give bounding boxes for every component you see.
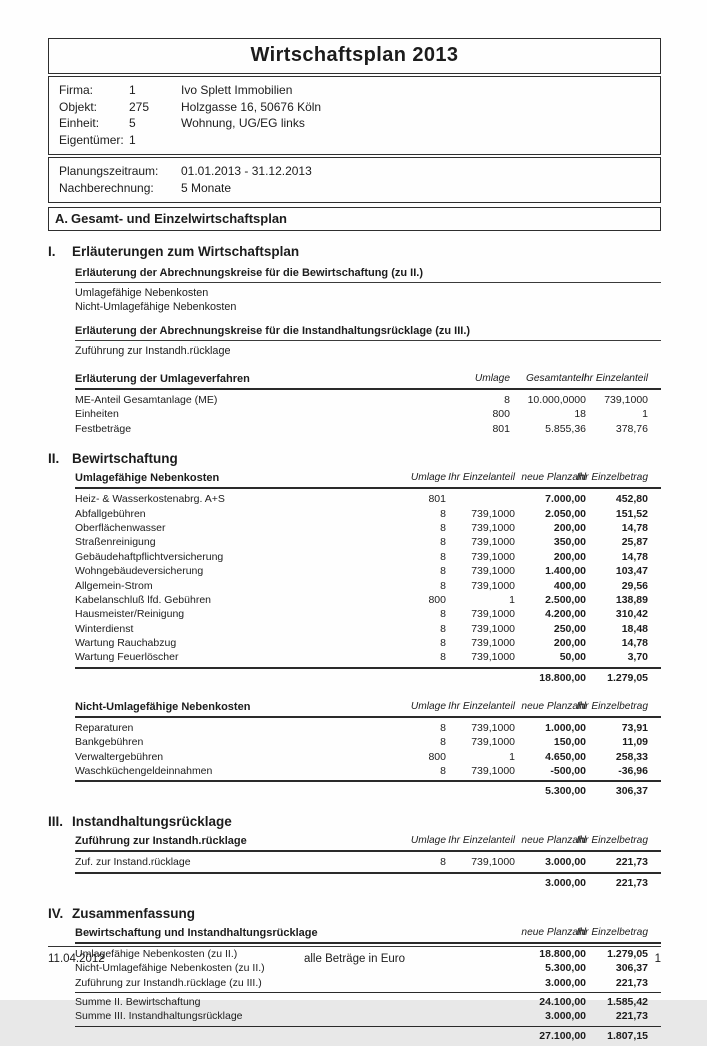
column-header-einzelanteil: Ihr Einzelanteil (448, 700, 515, 712)
table-heading: Bewirtschaftung und Instandhaltungsrücklage (75, 926, 318, 939)
umlage-cell: 801 (428, 493, 446, 506)
einzelanteil-cell: 739,1000 (471, 637, 515, 650)
total-einzelbetrag: 1.279,05 (607, 671, 648, 684)
title-box (48, 38, 661, 74)
column-header-gesamtanteil: Gesamtanteil (525, 373, 586, 384)
umlage-cell: 800 (492, 408, 510, 421)
umlage-cell: 8 (504, 394, 510, 406)
gesamtanteil-cell: 18 (574, 408, 586, 421)
row-label: Umlagefähige Nebenkosten (zu II.) (75, 947, 238, 960)
planzahl-cell: 400,00 (553, 579, 586, 592)
info-label: Firma: (59, 83, 93, 97)
umlageverfahren-table (75, 370, 661, 436)
row-label: Verwaltergebühren (75, 750, 164, 763)
column-header-einzelbetrag: Ihr Einzelbetrag (576, 926, 648, 938)
umlage-cell: 8 (440, 736, 446, 749)
footer-page-number: 1 (654, 953, 661, 965)
plan-value: 01.01.2013 - 31.12.2013 (181, 164, 312, 178)
row-label: Oberflächenwasser (75, 521, 166, 534)
table-row (75, 422, 661, 436)
planzahl-cell: 200,00 (553, 550, 586, 563)
einzelbetrag-cell: -36,96 (618, 765, 648, 778)
total-einzelbetrag: 221,73 (615, 876, 648, 889)
planzahl-cell: 24.100,00 (539, 995, 586, 1008)
table-row (75, 579, 661, 593)
einzelanteil-cell: 1 (509, 593, 515, 606)
umlage-cell: 8 (440, 507, 446, 520)
einzelbetrag-cell: 310,42 (615, 608, 648, 621)
table-row (75, 750, 661, 764)
einzelanteil-cell: 739,1000 (471, 736, 515, 749)
section-1-numeral: I. (48, 244, 56, 259)
gesamtanteil-cell: 10.000,0000 (527, 394, 586, 406)
umlagefaehige-nebenkosten-table (75, 469, 661, 688)
info-value: 1 (129, 132, 136, 147)
planzahl-cell: 350,00 (553, 536, 586, 549)
einzelbetrag-cell: 1.279,05 (607, 947, 648, 960)
table-heading: Erläuterung der Umlageverfahren (75, 373, 250, 385)
table-row (75, 393, 661, 407)
column-header-planzahl: neue Planzahl (521, 835, 586, 847)
planzahl-cell: 5.300,00 (545, 962, 586, 975)
info-row (59, 82, 650, 99)
section-4-title: Zusammenfassung (72, 905, 196, 921)
table-total-row (75, 667, 661, 688)
zusammenfassung-table (75, 924, 661, 1046)
umlage-cell: 8 (440, 550, 446, 563)
einzelbetrag-cell: 3,70 (627, 651, 648, 664)
einzelbetrag-cell: 221,73 (615, 1010, 648, 1023)
row-label: Gebäudehaftpflichtversicherung (75, 550, 224, 563)
umlage-cell: 8 (440, 565, 446, 578)
umlage-cell: 8 (440, 579, 446, 592)
umlage-cell: 8 (440, 856, 446, 869)
table-row (75, 855, 661, 869)
total-planzahl: 3.000,00 (545, 876, 586, 889)
row-label: Kabelanschluß lfd. Gebühren (75, 593, 212, 606)
row-label: Reparaturen (75, 721, 134, 734)
object-info-box (48, 76, 661, 155)
planzahl-cell: 250,00 (553, 622, 586, 635)
table-heading: Zuführung zur Instandh.rücklage (75, 835, 247, 848)
block-heading: Erläuterung der Abrechnungskreise für die Instandhaltungsrücklage (zu III.) (75, 325, 661, 341)
table-row (75, 622, 661, 636)
info-row (59, 115, 650, 132)
planzahl-cell: 2.500,00 (545, 593, 586, 606)
section-1-heading (48, 244, 661, 260)
total-einzelbetrag: 1.807,15 (607, 1029, 648, 1042)
einzelbetrag-cell: 258,33 (615, 750, 648, 763)
planzahl-cell: 4.200,00 (545, 608, 586, 621)
planzahl-cell: -500,00 (550, 765, 586, 778)
column-header-einzelanteil: Ihr Einzelanteil (448, 472, 515, 484)
table-row (75, 407, 661, 421)
row-label: Heiz- & Wasserkostenabrg. A+S (75, 493, 225, 506)
table-row (75, 507, 661, 521)
info-label: Objekt: (59, 99, 98, 114)
column-header-einzelbetrag: Ihr Einzelbetrag (576, 835, 648, 847)
einzelbetrag-cell: 221,73 (615, 976, 648, 989)
einzelanteil-cell: 739,1000 (471, 507, 515, 520)
table-row (75, 721, 661, 735)
abrechnungskreise-bewirtschaftung-block (75, 267, 661, 314)
row-label: Winterdienst (75, 622, 134, 635)
row-label: Summe III. Instandhaltungsrücklage (75, 1010, 243, 1023)
section-2-heading (48, 451, 661, 467)
info-label: Einheit: (59, 116, 100, 130)
column-header-umlage: Umlage (410, 835, 446, 847)
einzelbetrag-cell: 103,47 (615, 565, 648, 578)
plan-row (59, 163, 650, 180)
grand-total-row (75, 1026, 661, 1046)
row-label: ME-Anteil Gesamtanlage (ME) (75, 394, 218, 406)
planzahl-cell: 3.000,00 (545, 976, 586, 989)
umlage-cell: 801 (492, 422, 510, 435)
info-detail: Wohnung, UG/EG links (181, 116, 305, 130)
umlage-cell: 8 (440, 608, 446, 621)
info-row (59, 132, 650, 149)
info-value: 275 (129, 99, 150, 114)
row-label: Wartung Rauchabzug (75, 637, 177, 650)
umlage-cell: 8 (440, 536, 446, 549)
total-planzahl: 18.800,00 (539, 671, 586, 684)
total-einzelbetrag: 306,37 (615, 785, 648, 798)
planning-box (48, 157, 661, 203)
row-label: Summe II. Bewirtschaftung (75, 995, 201, 1008)
section-3 (48, 814, 661, 892)
section-3-numeral: III. (48, 814, 64, 830)
einzelanteil-cell: 739,1000 (471, 765, 515, 778)
list-item: Zuführung zur Instandh.rücklage (75, 345, 231, 357)
umlage-cell: 8 (440, 651, 446, 664)
einzelanteil-cell: 739,1000 (471, 521, 515, 534)
einzelanteil-cell: 739,1000 (471, 536, 515, 549)
einzelbetrag-cell: 151,52 (615, 507, 648, 520)
table-heading: Nicht-Umlagefähige Nebenkosten (75, 700, 251, 713)
section-2-title: Bewirtschaftung (72, 451, 178, 467)
row-label: Straßenreinigung (75, 536, 156, 549)
planzahl-cell: 2.050,00 (545, 507, 586, 520)
column-header-planzahl: neue Planzahl (521, 700, 586, 712)
row-label: Bankgebühren (75, 736, 144, 749)
table-header-row (75, 698, 661, 718)
section-4-numeral: IV. (48, 905, 64, 921)
footer-date: 11.04.2012 (48, 953, 105, 965)
row-label: Wartung Feuerlöscher (75, 651, 179, 664)
page-footer (48, 946, 661, 965)
section-2 (48, 451, 661, 801)
einzelbetrag-cell: 18,48 (621, 622, 648, 635)
row-label: Nicht-Umlagefähige Nebenkosten (zu II.) (75, 962, 265, 975)
info-value: 5 (129, 116, 136, 130)
row-label: Waschküchengeldeinnahmen (75, 765, 213, 778)
einzelanteil-cell: 739,1000 (604, 394, 648, 406)
table-header-row (75, 370, 661, 390)
plan-value: 5 Monate (181, 180, 232, 195)
table-heading: Umlagefähige Nebenkosten (75, 472, 220, 485)
table-row (75, 550, 661, 564)
section-2-numeral: II. (48, 451, 60, 467)
table-header-row (75, 924, 661, 944)
einzelanteil-cell: 739,1000 (471, 550, 515, 563)
gesamtanteil-cell: 5.855,36 (545, 422, 586, 435)
row-label: Einheiten (75, 408, 119, 421)
document-title: Wirtschaftsplan 2013 (250, 44, 459, 66)
planzahl-cell: 3.000,00 (545, 1010, 586, 1023)
row-label: Wohngebäudeversicherung (75, 565, 204, 578)
table-row (75, 636, 661, 650)
block-heading: Erläuterung der Abrechnungskreise für die Bewirtschaftung (zu II.) (75, 267, 661, 283)
einzelanteil-cell: 378,76 (615, 422, 648, 435)
umlage-cell: 8 (440, 721, 446, 734)
einzelanteil-cell: 739,1000 (471, 565, 515, 578)
row-label: Zuführung zur Instandh.rücklage (zu III.) (75, 976, 262, 989)
section-a-title: Gesamt- und Einzelwirtschaftsplan (71, 211, 287, 226)
umlage-cell: 8 (440, 765, 446, 778)
section-4 (48, 906, 661, 1046)
instandhaltungsruecklage-table (75, 832, 661, 892)
planzahl-cell: 200,00 (553, 637, 586, 650)
einzelbetrag-cell: 306,37 (615, 962, 648, 975)
table-row (75, 535, 661, 549)
info-detail: Holzgasse 16, 50676 Köln (181, 99, 322, 114)
row-label: Allgemein-Strom (75, 579, 153, 592)
column-header-planzahl: neue Planzahl (521, 926, 586, 938)
column-header-umlage: Umlage (410, 472, 446, 484)
column-header-umlage: Umlage (410, 700, 446, 712)
table-row (75, 492, 661, 506)
column-header-einzelbetrag: Ihr Einzelbetrag (576, 472, 648, 484)
planzahl-cell: 1.000,00 (545, 721, 586, 734)
total-planzahl: 27.100,00 (539, 1029, 586, 1042)
info-value: 1 (129, 83, 136, 97)
section-3-title: Instandhaltungsrücklage (72, 814, 232, 830)
einzelanteil-cell: 739,1000 (471, 651, 515, 664)
einzelbetrag-cell: 29,56 (621, 579, 648, 592)
einzelbetrag-cell: 73,91 (621, 721, 648, 734)
row-label: Hausmeister/Reinigung (75, 608, 185, 621)
section-a-heading (48, 207, 661, 231)
einzelanteil-cell: 739,1000 (471, 856, 515, 869)
planzahl-cell: 7.000,00 (545, 493, 586, 506)
einzelbetrag-cell: 11,09 (622, 736, 648, 749)
einzelbetrag-cell: 14,78 (621, 637, 648, 650)
table-row (75, 764, 661, 778)
nicht-umlagefaehige-nebenkosten-table (75, 698, 661, 802)
einzelanteil-cell: 739,1000 (471, 579, 515, 592)
row-label: Festbeträge (75, 422, 132, 435)
umlage-cell: 8 (440, 637, 446, 650)
einzelanteil-cell: 739,1000 (471, 721, 515, 734)
section-a-prefix: A. (55, 211, 68, 226)
column-header-umlage: Umlage (474, 373, 510, 384)
einzelbetrag-cell: 1.585,42 (607, 995, 648, 1008)
umlage-cell: 8 (440, 622, 446, 635)
einzelbetrag-cell: 14,78 (621, 521, 648, 534)
einzelbetrag-cell: 25,87 (621, 536, 648, 549)
planzahl-cell: 4.650,00 (545, 750, 586, 763)
row-label: Zuf. zur Instand.rücklage (75, 856, 191, 869)
table-row (75, 607, 661, 621)
einzelbetrag-cell: 221,73 (615, 856, 648, 869)
planzahl-cell: 50,00 (559, 651, 586, 664)
info-row (59, 99, 650, 116)
footer-note: alle Beträge in Euro (303, 953, 405, 965)
list-item: Umlagefähige Nebenkosten (75, 287, 209, 299)
einzelanteil-cell: 1 (642, 408, 648, 421)
summe-row (75, 995, 661, 1009)
planzahl-cell: 3.000,00 (545, 856, 586, 869)
planzahl-cell: 18.800,00 (539, 947, 586, 960)
plan-label: Planungszeitraum: (59, 164, 159, 178)
column-header-einzelanteil: Ihr Einzelanteil (448, 835, 515, 847)
section-3-heading (48, 814, 661, 830)
info-detail: Ivo Splett Immobilien (181, 83, 293, 97)
plan-row (59, 180, 650, 197)
info-detail (181, 132, 650, 149)
table-header-row (75, 469, 661, 489)
total-planzahl: 5.300,00 (545, 785, 586, 798)
info-label: Eigentümer: (59, 132, 124, 147)
planzahl-cell: 1.400,00 (545, 565, 586, 578)
column-header-planzahl: neue Planzahl (521, 472, 586, 484)
summe-group (75, 992, 661, 1024)
section-4-heading (48, 906, 661, 922)
section-1 (48, 244, 661, 436)
einzelanteil-cell: 1 (509, 750, 515, 763)
table-row (75, 650, 661, 664)
table-row (75, 976, 661, 990)
abrechnungskreise-ruecklage-block (75, 325, 661, 358)
table-row (75, 735, 661, 749)
table-row (75, 521, 661, 535)
plan-label: Nachberechnung: (59, 180, 154, 195)
einzelbetrag-cell: 452,80 (615, 493, 648, 506)
table-header-row (75, 832, 661, 852)
einzelanteil-cell: 739,1000 (471, 622, 515, 635)
umlage-cell: 8 (440, 521, 446, 534)
table-total-row (75, 780, 661, 801)
table-row (75, 593, 661, 607)
summe-row (75, 1009, 661, 1023)
einzelbetrag-cell: 138,89 (615, 593, 648, 606)
column-header-einzelbetrag: Ihr Einzelbetrag (576, 700, 648, 712)
row-label: Abfallgebühren (75, 507, 146, 520)
planzahl-cell: 150,00 (553, 736, 586, 749)
einzelbetrag-cell: 14,78 (621, 550, 648, 563)
table-total-row (75, 872, 661, 893)
list-item: Nicht-Umlagefähige Nebenkosten (75, 301, 237, 313)
umlage-cell: 800 (428, 750, 446, 763)
einzelanteil-cell: 739,1000 (471, 608, 515, 621)
section-1-title: Erläuterungen zum Wirtschaftsplan (72, 244, 300, 259)
table-row (75, 564, 661, 578)
planzahl-cell: 200,00 (553, 521, 586, 534)
umlage-cell: 800 (428, 593, 446, 606)
column-header-einzelanteil: Ihr Einzelanteil (581, 373, 648, 384)
